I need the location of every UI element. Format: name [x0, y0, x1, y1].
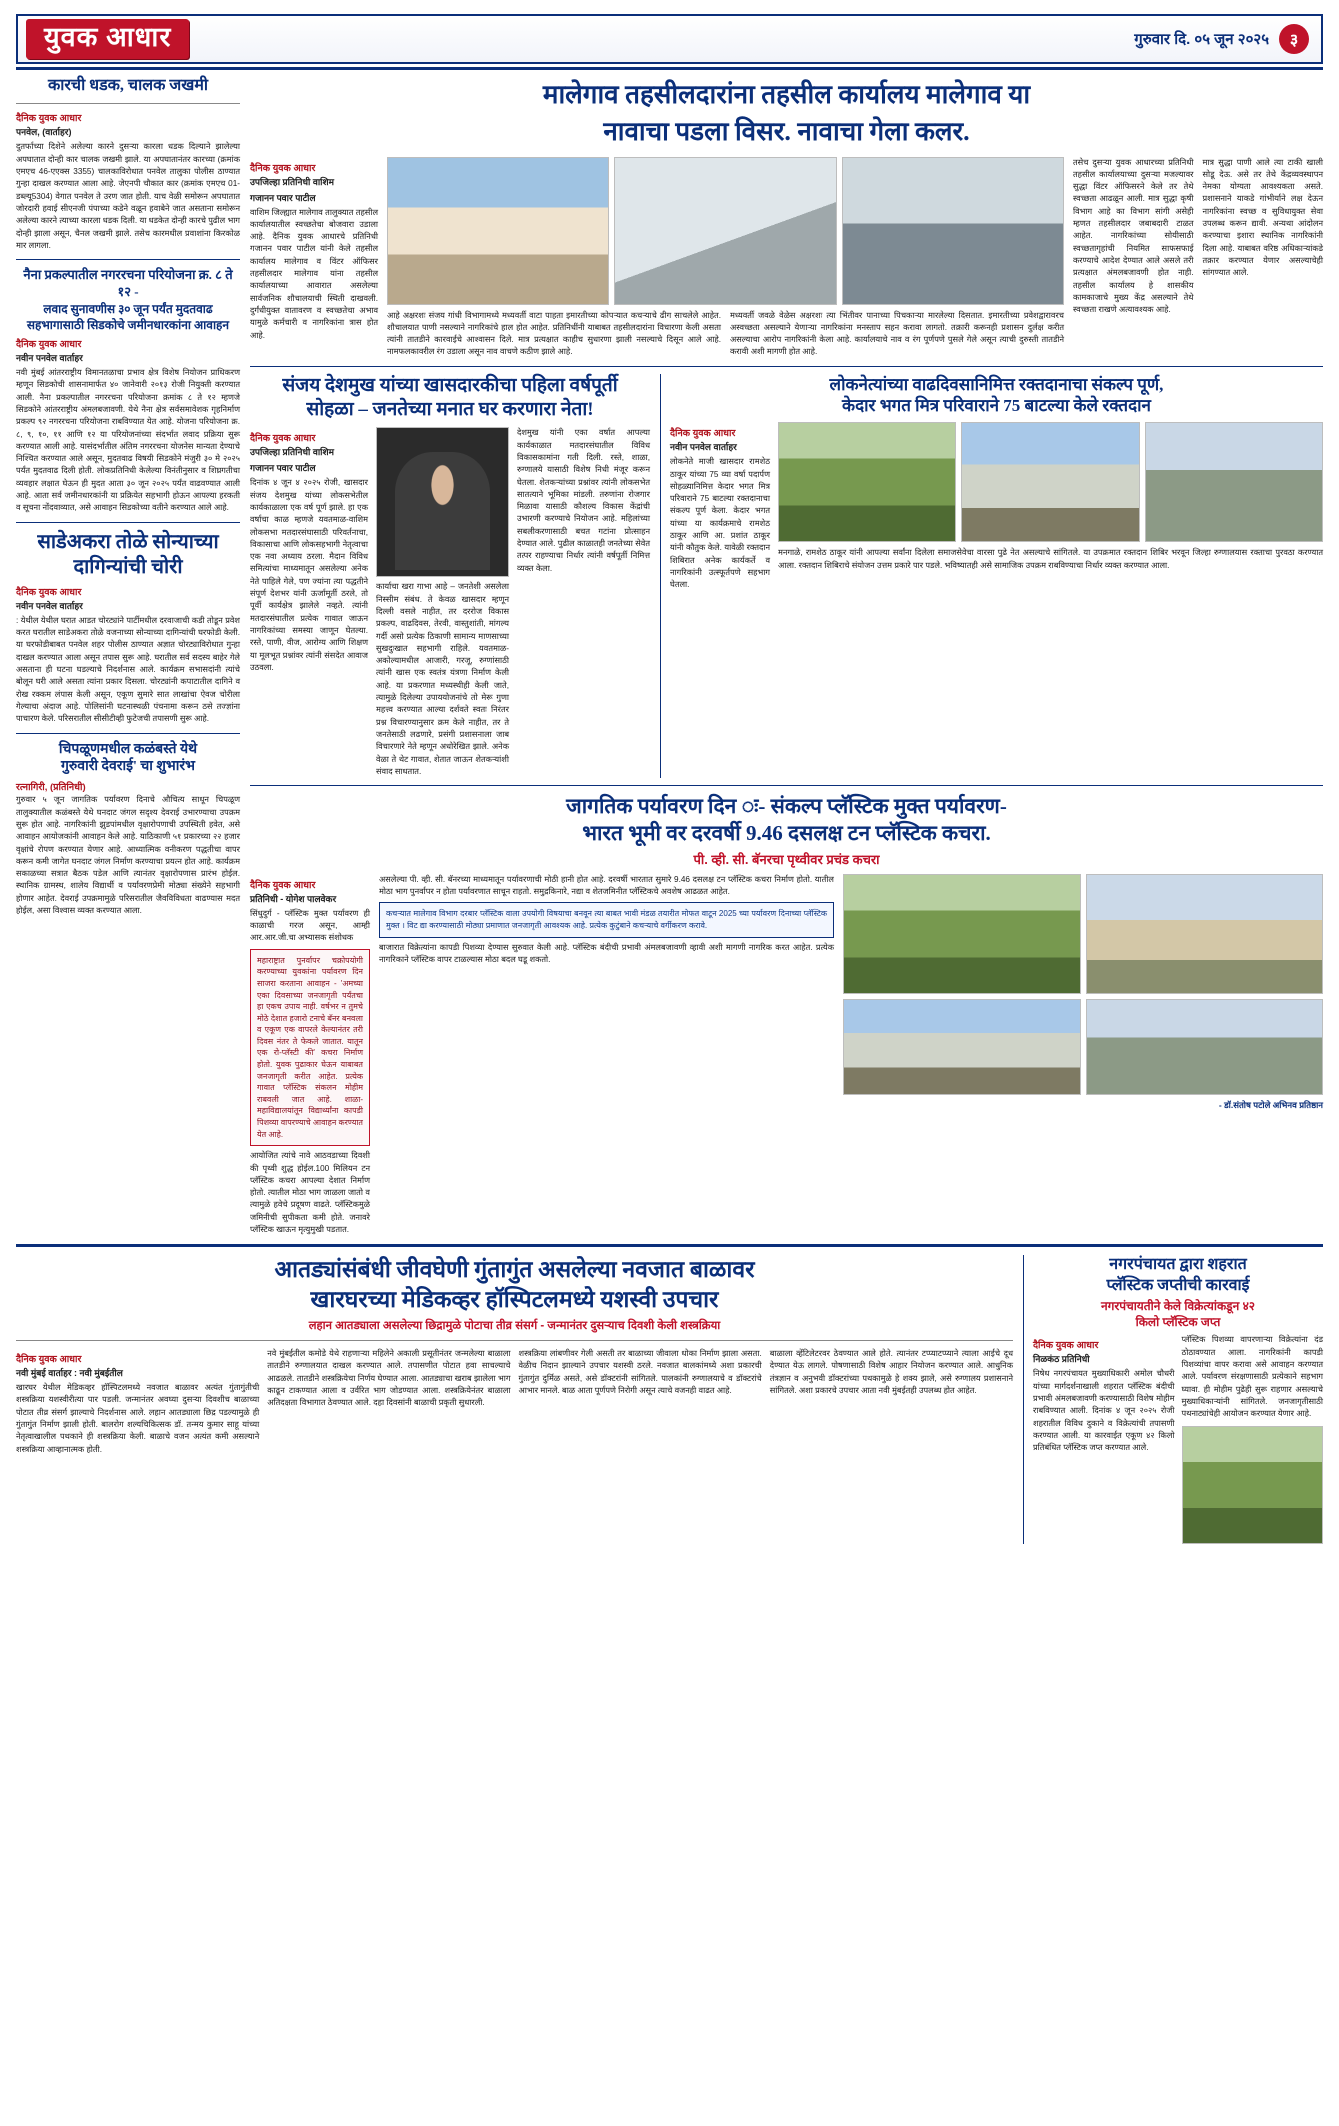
left-column — [16, 76, 240, 1236]
section-rule — [16, 1244, 1323, 1247]
highlight-quote-box: महाराष्ट्रात पुनर्वापर चक्रोपयोगी करण्याच्या युवकांना पर्यावरण दिन साजरा करताना आवाहन - 'अमच्या एका दिवसाच्या जनजागृती पर्यंतचा हा एकच उपाय नाही. वर्षभर न तुमचे मोठे देशात हजारो टनाचे बॅनर बनवला व एकूण एक वापरले केल्यानंतर तरी दिवस नंतर ते फेकले जातात. यातून एक रो-प्लॅस्टी की' कचरा निर्माण होतो. युवक पुढाकार घेऊन याबाबत जनजागृती करीत आहेत. प्रत्येक गावात प्लॅस्टिक संकलन मोहीम राबवली जात आहे. शाळा-महाविद्यालयांतून विद्यार्थ्यांना कापडी पिशव्या वापरण्याचे आवाहन करण्यात येत आहे. — [250, 949, 370, 1147]
headline: साडेअकरा तोळे सोन्याच्या दागिन्यांची चोरी — [37, 530, 219, 579]
divider — [16, 259, 240, 260]
photo-collected-plastic — [1086, 999, 1324, 1095]
headline-line1: संजय देशमुख यांच्या खासदारकीचा पहिला वर्षपूर्ती — [282, 374, 618, 396]
article-body: : येथील येथील घरात आडत चोरट्यांने पार्टीमधील दरवाजाची कडी तोडून प्रवेश करत घरातील साडेअकरा तोळे वजनाच्या सोन्याच्या दागिन्यांची घरफोडी केली. या घरफोडीबाबत पनवेल शहर पोलीस ठाण्यात अज्ञात चोरट्याविरोधात गुन्हा दाखल करण्यात आला असून तपास सुरू आहे. घरातील सर्व सदस्य बाहेर गेले असताना ही घटना घडल्याचे निदर्शनास आले. कार्यक्रम सभासदांनी त्यांचे बोलून घरी आले असता त्यांना प्रकार दिसला. चोरट्यांनी कपाटातील दागिने व रोख रक्कम लंपास केली असून, एकूण सुमारे सात लाखांचा ऐवज चोरीला गेल्याचा अंदाज आहे. पोलिसांनी घटनास्थळी पंचनामा करून ठसे तज्ज्ञांना पाचारण केले. परिसरातील सीसीटीव्ही फुटेजची तपासणी सुरू आहे. — [16, 615, 240, 724]
article-naina-project — [16, 267, 240, 515]
article-body-col2: कार्याचा खरा गाभा आहे – जनतेशी असलेला निस्सीम संबंध. ते केवळ खासदार म्हणून दिल्ली वसले नाहीत, तर दररोज विकास प्रकल्प, वाढदिवस, तेरवी, वास्तुशांती, मांगल्य गर्दी असो प्रत्येक ठिकाणी सामान्य माणसाच्या सुखदुःखात सहभागी राहिले. यवतमाळ-अकोल्यामधील आजारी, गरजू, रुग्णांसाठी त्यांनी खास एक स्वतंत्र यंत्रणा निर्माण केली आहे. या प्रकरणात मध्यस्थीही केली जाते, त्यामुळे दिलेल्या उपाययोजनांचे तो मेरू गुणा महत्त्व करण्यात आल्या दर्शवते स्वतः निरंतर प्रश्न विचारण्यानुसार क्रम केले नाहीत, तर ते जनतेसाठी लढणारे, प्रसंगी प्रशासनाला जाब विचारणारे नेते म्हणून अधोरेखित झाले. अनेक वेळा ते थेट गावात, शेतात जाऊन शेतकऱ्यांशी संवाद साधतात. — [376, 582, 509, 776]
divider — [16, 1340, 1013, 1341]
photo-farm-field — [843, 874, 1081, 994]
byline: नवी मुंबई वार्ताहर : नवी मुंबईतील — [16, 1368, 123, 1379]
headline-line2: खारघरच्या मेडिकव्हर हॉस्पिटलमध्ये यशस्वी उपचार — [310, 1286, 719, 1312]
article-plastic-seizure — [1023, 1255, 1323, 1543]
article-sanjay-deshmukh — [250, 374, 650, 778]
headline-line2: सोहळा – जनतेच्या मनात घर करणारा नेता! — [306, 399, 594, 421]
lead-col-4 — [1073, 157, 1323, 359]
subheadline: लहान आतड्याला असलेल्या छिद्रामुळे पोटाचा तीव्र संसर्ग - जन्मानंतर दुसऱ्याच दिवशी केली शस्त्रक्रिया — [308, 1320, 721, 1333]
photo-washbasin — [842, 157, 1064, 305]
article-environment-day — [250, 793, 1323, 1236]
byline: पनवेल, (वार्ताहर) — [16, 127, 72, 138]
lead-photo-strip — [387, 157, 1064, 305]
newspaper-logo: युवक आधार — [26, 19, 189, 59]
byline-reporter: प्रतिनिधी - योगेश पालवेकर — [250, 893, 337, 904]
article-body-col4: तसेच दुसऱ्या युवक आधारच्या प्रतिनिधी तहसील कार्यालयाच्या दुसऱ्या मजल्यावर सुद्धा विंटर ऑफिसरने केले तर तेथे स्वच्छता आढळून आली. मात्र सुद्धा कृषी विभाग आहे का विभाग सांगी असेही म्हणत तहसीलदार जबाबदारी टाळत आहेत. नागरिकांच्या सोयीसाठी स्वच्छतागृहांची नियमित साफसफाई करण्याचे आदेश देण्यात आले असले तरी प्रत्यक्षात अंमलबजावणी होत नाही. तहसील कार्यालय हे शासकीय कामकाजाचे मुख्य केंद्र असल्याने तेथे स्वच्छता राखणे अत्यावश्यक आहे. — [1073, 157, 1194, 315]
credit-line: दैनिक युवक आधार — [250, 162, 316, 174]
article-body: गुरुवार ५ जून जागतिक पर्यावरण दिनाचे औचित्य साधून चिपळूण तालुक्यातील कळंबस्ते येथे घनदाट जंगल सदृश्य देवराई उभारण्याचा उपक्रम सुरू होत आहे. नागरिकांनी झुडपांमधील वृक्षारोपणाची उपस्थिती हवेत, असे आवाहन आयोजकांनी आवाहन केले आहे. याठिकाणी ५१ प्रकारच्या २२ हजार वृक्षांचे रोपण करण्यात येणार आहे. आध्यात्मिक वनीकरण पद्धतीचा वापर करून कमी जागेत घनदाट जंगल निर्माण करण्याचा प्रयत्न होत आहे. कार्यक्रम सकाळच्या सत्रात बैठक पडेल आणि त्यानंतर वृक्षारोपणास प्रारंभ होईल. स्थानिक ग्रामस्थ, शालेय विद्यार्थी व पर्यावरणप्रेमी मोठ्या संख्येने सहभागी होणार आहेत. देवराई उपक्रमामुळे परिसरातील जैवविविधता वाढण्यास मदत होईल, असा विश्वास व्यक्त करण्यात आला. — [16, 795, 240, 916]
article-body: नवी मुंबई आंतरराष्ट्रीय विमानतळाचा प्रभाव क्षेत्र विशेष नियोजन प्राधिकरण म्हणून सिडकोची शासनामार्फत ४० जानेवारी २०१३ रोजी नियुक्ती करण्यात आली. नैना प्रकल्पातील नगररचना परियोजना क्रमांक ८ ते १२ म्हणजे सिडकोने आंतरराष्ट्रीय अंमलबजावणी. येथे नैना क्षेत्र सर्वसमावेशक गृहनिर्माण प्रकल्प ९२ नगररचना परियोजना राबविण्यात येत आहे. योजना परियोजना क्र. ८, ९, १०, ११ आणि १२ या परियोजनांच्या संदर्भात लवाद प्रक्रिया सुरू करण्यात आली आहे. यासंदर्भातील अंतिम नगररचना योजनेस मान्यता देण्याचे निश्चित करण्यात आले असून, मुदतवाढ विषयी सिडकोने मंजुरी ३० मे २०२५ पर्यंत मुदतवाढ दिली होती. लोकप्रतिनिधी केलेल्या विनंतीनुसार व शिघ्रगतीचा व्यवहार लक्षात घेऊन ही मुदत आता ३० जून २०२५ पर्यंत वाढवण्यात आली आहे. आता सर्व जमीनधारकांनी या प्रक्रियेत सहभागी होऊन आपल्या हरकती व सूचना नोंदवाव्यात, असे आवाहन सिडकोच्या वतीने करण्यात आले आहे. — [16, 368, 240, 513]
photo-donation-camp-volunteers — [1145, 422, 1323, 542]
byline: नवीन पनवेल वार्ताहर — [670, 442, 737, 453]
article-body: वाशिम जिल्ह्यात मालेगाव तालुक्यात तहसील कार्यालयातील स्वच्छतेचा बोजवारा उडाला आहे. दैनिक युवक आधारचे प्रतिनिधी गजानन पवार पाटील यांनी केले तहसील कार्यालय मालेगाव व विंटर ऑफिसर तहसीलदार मालेगाव यांना तहसील कार्यालयाच्या आवारात असलेल्या सार्वजनिक शौचालयाची स्थिती दाखवली. दुर्गंधीयुक्त वातावरण व स्वच्छतेचा अभाव यामुळे कर्मचारी व नागरिकांना त्रास होत आहे. — [250, 207, 378, 340]
env-col-1 — [250, 874, 370, 1236]
env-body — [250, 874, 1323, 1236]
headline-line2: केदार भगत मित्र परिवाराने 75 बाटल्या केले रक्तदान — [842, 396, 1151, 416]
masthead — [16, 14, 1323, 64]
article-body-col1: असलेल्या पी. व्ही. सी. बॅनरच्या माध्यमातून पर्यावरणाची मोठी हानी होत आहे. दरवर्षी भारतात सुमारे 9.46 दसलक्ष टन प्लॅस्टिक कचरा निर्माण होतो. यातील मोठा भाग पुनर्वापर न होता पर्यावरणात साचून राहतो. समुद्रकिनारे, नद्या व शेतजमिनीत प्लॅस्टिकचे अवशेष आढळत आहेत. — [379, 874, 834, 897]
subheadline: लवाद सुनावणीस ३० जून पर्यंत मुदतवाढ सहभागासाठी सिडकोचे जमीनधारकांना आवाहन — [26, 302, 230, 332]
byline: नवीन पनवेल वार्ताहर — [16, 600, 83, 611]
article-body-col1: खारघर येथील मेडिकव्हर हॉस्पिटलमध्ये नवजात बाळावर अत्यंत गुंतागुंतीची शस्त्रक्रिया यशस्वीरीत्या पार पडली. जन्मानंतर अवघ्या दुसऱ्या दिवशीच बाळाच्या पोटात तीव्र संसर्ग झाल्याचे निदर्शनास आले. लहान आतड्याला छिद्र पडल्यामुळे ही गुंतागुंत निर्माण झाली होती. बालरोग शल्यचिकित्सक डॉ. तन्मय कुमार साहू यांच्या नेतृत्वाखालील पथकाने ही शस्त्रक्रिया केली. बाळाचे वजन अत्यंत कमी असल्याने शस्त्रक्रिया आव्हानात्मक होती. — [16, 1383, 260, 1454]
credit-line: दैनिक युवक आधार — [16, 113, 82, 125]
byline-district: उपजिल्हा प्रतिनिधी वाशिम — [250, 176, 334, 187]
article-gold-theft — [16, 530, 240, 726]
photo-donation-camp-donors — [961, 422, 1139, 542]
blue-highlight-box: कचऱ्यात मालेगाव विभाग दरबार प्लॅस्टिक वाला उपयोगी विषयाचा बनवून त्या बाबत भावी मंडळ तयारीत मोफत वाटून 2025 च्या पर्यावरण दिनाच्या प्लॅस्टिक मुक्त । विट द्या करण्यासाठी मोठ्या प्रमाणात जनजागृती आवश्यक आहे. प्रत्येक कुटुंबाने कचऱ्याचे वर्गीकरण करावे. — [379, 902, 834, 937]
lead-headline-line2: नावाचा पडला विसर. नावाचा गेला कलर. — [603, 117, 970, 147]
divider — [250, 785, 1323, 786]
article-body-col2: प्लॅस्टिक पिशव्या वापरणाऱ्या विक्रेत्यांना दंड ठोठावण्यात आला. नागरिकांनी कापडी पिशव्यांचा वापर करावा असे आवाहन करण्यात आले. पर्यावरण संरक्षणासाठी प्रत्येकाने सहभाग घ्यावा. ही मोहीम पुढेही सुरू राहणार असल्याचे मुख्याधिकाऱ्यांनी सांगितले. जनजागृतीसाठी पथनाट्यांचेही आयोजन करण्यात येणार आहे. — [1181, 1335, 1323, 1419]
photo-toilet-interior — [614, 157, 836, 305]
article-body-col3: देशमुख यांनी एका वर्षात आपल्या कार्यकाळात मतदारसंघातील विविध विकासकामांना गती दिली. रस्ते, शाळा, रुग्णालये यासाठी विशेष निधी मंजूर करून घेतला. शेतकऱ्यांच्या प्रश्नांवर त्यांनी लोकसभेत सातत्याने भूमिका मांडली. तरुणांना रोजगार मिळावा यासाठी कौशल्य विकास केंद्रांची उभारणी करण्याचे नियोजन आहे. महिलांच्या सबलीकरणासाठी बचत गटांना प्रोत्साहन देण्यात आले. पुढील काळातही जनतेच्या सेवेत तत्पर राहण्याचा निर्धार त्यांनी वर्षपूर्ती निमित्त व्यक्त केला. — [517, 428, 650, 573]
headline: कारची धडक, चालक जखमी — [47, 77, 209, 94]
bottom-section — [16, 1255, 1323, 1543]
divider — [16, 103, 240, 104]
credit-line: दैनिक युवक आधार — [16, 339, 82, 351]
headline-line1: आतड्यांसंबंधी जीवघेणी गुंतागुंत असलेल्या नवजात बाळावर — [274, 1257, 755, 1283]
subheadline-line2: किलो प्लॅस्टिक जप्त — [1135, 1314, 1221, 1329]
headline-line2: प्लॅस्टिक जप्तीची कारवाई — [1106, 1276, 1250, 1294]
article-columns — [1033, 1334, 1323, 1543]
subheadline-line1: नगरपंचायतीने केले विक्रेत्यांकडून ४२ — [1100, 1299, 1256, 1314]
byline-reporter: गजानन पवार पाटील — [250, 192, 316, 203]
byline-reporter: गजानन पवार पाटील — [250, 463, 316, 474]
article-body-col1: लोकनेते माजी खासदार रामशेठ ठाकूर यांच्या 75 व्या वर्षा पदार्पण सोहळ्यानिमित्त केदार भगत मित्र परिवाराने 75 बाटल्या रक्तदानाचा संकल्प पूर्ण केला. केदार भगत यांच्या या कार्यक्रमाचे रामशेठ ठाकूर आणि आ. प्रशांत ठाकूर यांनी कौतुक केले. यावेळी रक्तदान शिबिरात अनेक कार्यकर्ते व नागरिकांनी उत्स्फूर्तपणे सहभाग घेतला. — [670, 457, 770, 590]
lead-headline-line1: मालेगाव तहसीलदारांना तहसील कार्यालय मालेगाव या — [542, 80, 1031, 109]
quote-attribution: - डॉ.संतोष पटोले अभिनव प्रतिष्ठान — [1218, 1099, 1323, 1110]
photo-donation-camp-group — [778, 422, 956, 542]
article-body-col2: आयोजित त्यांचे नावे आठवडाच्या दिवशी की पृथ्वी शुद्ध होईल.100 मिलियन टन प्लॅस्टिक कचरा आपल्या देशात निर्माण होतो. त्यातील मोठा भाग जाळला जातो व त्यामुळे हवेचे प्रदूषण वाढते. प्लॅस्टिकमुळे जमिनीची सुपीकता कमी होते. जनावरे प्लॅस्टिक खाऊन मृत्युमुखी पडतात. — [250, 1151, 370, 1235]
headline-line2: भारत भूमी वर दरवर्षी 9.46 दसलक्ष टन प्लॅस्टिक कचरा. — [582, 820, 991, 845]
divider — [16, 522, 240, 523]
env-col-photos — [843, 874, 1323, 1236]
lead-col-photos — [387, 157, 1064, 359]
byline: नवीन पनवेल वार्ताहर — [16, 353, 83, 364]
credit-line: दैनिक युवक आधार — [670, 428, 736, 440]
byline: निळकंठ प्रतिनिधी — [1033, 1354, 1090, 1365]
mid-section — [250, 374, 1323, 778]
blood-donation-photos — [778, 422, 1323, 542]
masthead-rule — [16, 67, 1323, 70]
subheadline: पी. व्ही. सी. बॅनरचा पृथ्वीवर प्रचंड कचरा — [693, 851, 880, 867]
article-body-col3: बाजारात विक्रेत्यांना कापडी पिशव्या देण्यास सुरुवात केली आहे. प्लॅस्टिक बंदीची प्रभावी अंमलबजावणी व्हावी अशी मागणी नागरिक करत आहेत. प्रत्येक नागरिकाने प्लॅस्टिक वापर टाळल्यास मोठा बदल घडू शकतो. — [379, 942, 834, 964]
credit-line: दैनिक युवक आधार — [16, 586, 82, 598]
photo-mp-sanjay-deshmukh — [376, 427, 509, 577]
env-photo-strip — [843, 874, 1323, 994]
page-number-badge: ३ — [1279, 24, 1309, 54]
article-body-col3: शस्त्रक्रिया लांबणीवर गेली असती तर बाळाच्या जीवाला धोका निर्माण झाला असता. वेळीच निदान झाल्याने उपचार यशस्वी ठरले. नवजात बालकांमध्ये अशा प्रकारची गुंतागुंत दुर्मिळ असते, असे डॉक्टरांनी सांगितले. पालकांनी रुग्णालयाचे व डॉक्टरांचे आभार मानले. बाळ आता पूर्णपणे निरोगी असून त्याचे वजनही वाढत आहे. — [518, 1349, 762, 1396]
lead-body — [250, 157, 1323, 359]
article-body-col4: बाळाला व्हेंटिलेटरवर ठेवण्यात आले होते. त्यानंतर टप्प्याटप्प्याने त्याला आईचे दूध देण्यात येऊ लागले. पोषणासाठी विशेष आहार नियोजन करण्यात आले. आधुनिक तंत्रज्ञान व अनुभवी डॉक्टरांच्या पथकामुळे हे शक्य झाले, असे रुग्णालय प्रशासनाने सांगितले. अशा प्रकारचे उपचार आता नवी मुंबईतही उपलब्ध होत आहेत. — [769, 1349, 1013, 1396]
photo-tehsil-office — [387, 157, 609, 305]
article-newborn-surgery — [16, 1255, 1013, 1543]
publication-date: गुरुवार दि. ०५ जून २०२५ — [1134, 31, 1269, 48]
article-devrai — [16, 741, 240, 918]
credit-line: दैनिक युवक आधार — [250, 433, 316, 445]
credit-line: दैनिक युवक आधार — [1033, 1340, 1099, 1352]
byline-district: उपजिल्हा प्रतिनिधी वाशिम — [250, 447, 334, 458]
credit-line: दैनिक युवक आधार — [250, 879, 316, 891]
byline-location: सिंधुदुर्ग - प्लॅस्टिक मुक्त पर्यावरण ही काळाची गरज असून, आम्ही आर.आर.जी.चा अभ्यासक संशोधक — [250, 908, 370, 943]
env-photo-strip-2 — [843, 999, 1323, 1095]
article-car-accident — [16, 76, 240, 252]
article-blood-donation — [660, 374, 1323, 778]
article-body-col2: नवे मुंबईतील कमाेडे येथे राहणाऱ्या महिलेने अकाली प्रसूतीनंतर जन्मलेल्या बाळाला तातडीने रुग्णालयात दाखल करण्यात आले. तपासणीत पोटात हवा साचल्याचे आढळले. तातडीने शस्त्रक्रियेचा निर्णय घेण्यात आला. आतड्याचा खराब झालेला भाग काढून टाकण्यात आला व उर्वरित भाग जोडण्यात आला. शस्त्रक्रियेनंतर बाळाला अतिदक्षता विभागात ठेवण्यात आले. दहा दिवसांनी बाळाची प्रकृती सुधारली. — [267, 1349, 511, 1408]
article-body-col2: आहे अक्षरशः संजय गांधी विभागामध्ये मध्यवर्ती वाटा पाहता इमारतीच्या कोपऱ्यात कचऱ्याचे ढीग साचलेले आहेत. शौचालयात पाणी नसल्याने नागरिकांचे हाल होत आहेत. प्रतिनिधींनी याबाबत तहसीलदारांना विचारणा केली असता त्यांनी तातडीने कारवाईचे आश्वासन दिले. मात्र प्रत्यक्षात काहीच सुधारणा झाली नसल्याचे दिसून आले आहे. नामफलकावरील रंग उडाला असून नाव वाचणे कठीण झाले आहे. — [387, 310, 721, 357]
subheadline: गुरुवारी देवराई' चा शुभारंभ — [61, 759, 195, 775]
headline-line1: जागतिक पर्यावरण दिन ः- संकल्प प्लॅस्टिक मुक्त पर्यावरण- — [566, 794, 1007, 819]
headline: चिपळूणमधील कळंबस्ते येथे — [58, 741, 198, 757]
env-col-2 — [379, 874, 834, 1236]
headline: नैना प्रकल्पातील नगररचना परियोजना क्र. ८ ते १२ - — [23, 267, 233, 299]
top-section — [16, 76, 1323, 1236]
lead-col-1 — [250, 157, 378, 359]
article-body-col3: मध्यवर्ती जवळे वेळेस अक्षरशः त्या भिंतीवर पानाच्या पिचकाऱ्या मारलेल्या दिसतात. इमारतीच्या प्रवेशद्वारावरच अस्वच्छता असल्याने येणाऱ्या नागरिकांना मनस्ताप सहन करावा लागतो. तक्रारी करूनही प्रशासन दुर्लक्ष करीत असल्याचा आरोप नागरिकांनी केला आहे. कार्यालयाचे नाव व रंग पूर्णपणे पुसले गेले असून त्याची दुरुस्ती तातडीने करावी अशी मागणी होत आहे. — [730, 310, 1064, 357]
divider — [16, 733, 240, 734]
credit-line: दैनिक युवक आधार — [16, 1354, 82, 1366]
article-body-col5: मात्र सुद्धा पाणी आले त्या टाकी खाली सोडू देऊ. असे तर तेथे केंद्रव्यवस्थापन नेमका योग्यता आवश्यकता असते. प्रशासनाने याकडे गांभीर्याने लक्ष देऊन नागरिकांना स्वच्छ व सुविधायुक्त सेवा उपलब्ध करून द्यावी. अन्यथा आंदोलन करण्याचा इशारा स्थानिक नागरिकांनी दिला आहे. याबाबत वरिष्ठ अधिकाऱ्यांकडे तक्रार करण्यात येणार असल्याचेही सांगण्यात आले. — [1202, 157, 1323, 278]
photo-plastic-banner-waste — [1086, 874, 1324, 994]
photo-cloth-bag-distribution — [843, 999, 1081, 1095]
credit-line: रत्नागिरी, (प्रतिनिधी) — [16, 782, 86, 794]
lead-article — [250, 78, 1323, 359]
article-columns — [16, 1348, 1013, 1456]
main-column — [250, 76, 1323, 1236]
article-body: दुतर्फाच्या दिशेने अलेल्या कारने दुसऱ्या कारला धडक दिल्याने झालेल्या अपघातात दोन्ही कार चालक जखमी झाले. या अपघातानंतर कारच्या (क्रमांक एमएच 46-एएक्स 3355) चालकाविरोधात पनवेल तालुका पोलीस ठाण्यात गुन्हा दाखल करण्यात आला आहे. जेएनपी चाैकात कार (क्रमांक एमएच 01-डब्ल्यू5304) वेगात पनवेल ते उरण जात होती. याच वेळी समोरून अपघातात जोरदारी हवाई सीएनजी पंपाच्या कडेने वळून हवाबेने जात असताना समोरून अलेल्या कारने त्याच्या कारला धडक दिली. या धडकेत दोन्ही कारचे पुढील भाग दोन्ही झाला असून, चैनल जखमी झाले. तसेच कारमधील प्रवाशांना किरकोळ मार लागला. — [16, 142, 240, 250]
masthead-right — [1134, 24, 1313, 54]
headline-line1: लोकनेत्यांच्या वाढदिवसानिमित्त रक्तदानाचा संकल्प पूर्ण, — [829, 374, 1164, 394]
article-body-col2: मनगाळे, रामशेठ ठाकूर यांनी आपल्या सर्वांना दिलेला समाजसेवेचा वारसा पुढे नेत असल्याचे सांगितले. या उपक्रमात रक्तदान शिबिर भरवून जिल्हा रुग्णालयास रक्ताचा पुरवठा करण्यात आला. रक्तदान शिबिराचे संयोजन उत्तम प्रकारे पार पडले. भविष्यातही असे सामाजिक उपक्रम राबविण्याचा निर्धार व्यक्त करण्यात आला. — [778, 548, 1323, 570]
photo-plastic-seizure-drive — [1182, 1426, 1324, 1544]
headline-line1: नगरपंचायत द्वारा शहरात — [1109, 1256, 1247, 1274]
divider — [250, 366, 1323, 367]
article-body-col1: दिनांक ४ जून ४ २०२५ रोजी, खासदार संजय देशमुख यांच्या लोकसभेतील कार्यकाळाला एक वर्ष पूर्ण झाले. हा एक वर्षाचा काळ म्हणजे यवतमाळ-वाशिम लोकसभा मतदारसंघासाठी परिवर्तनाचा, विकासाचा आणि लोकसहभागी नेतृत्वाचा एक नवा अध्याय ठरला. मैदान विविध समित्यांचा माध्यमातून असलेल्या अनेक नेते पाहिले गेले, पण ज्यांना त्या पद्धतीने संपूर्ण देशभर यांनी ऊर्जामूर्ती ठरले, तो पूर्वी कार्यक्षेत्र झालेले नव्हते. त्यांनी मतदारसंघातील प्रत्येक गावात जाऊन नागरिकांच्या समस्या जाणून घेतल्या. रस्ते, पाणी, वीज, आरोग्य आणि शिक्षण या मूलभूत प्रश्नांवर त्यांनी संसदेत आवाज उठवला. — [250, 478, 368, 672]
article-body-col1: निषेध नगरपंचायत मुख्याधिकारी अमोल चौधरी यांच्या मार्गदर्शनाखाली शहरात प्लॅस्टिक बंदीची प्रभावी अंमलबजावणी करण्यासाठी विशेष मोहीम राबविण्यात आली. दिनांक ४ जून २०२५ रोजी शहरातील विविध दुकाने व विक्रेत्यांची तपासणी करण्यात आली. या कारवाईत एकूण ४२ किलो प्रतिबंधित प्लॅस्टिक जप्त करण्यात आले. — [1033, 1369, 1175, 1453]
